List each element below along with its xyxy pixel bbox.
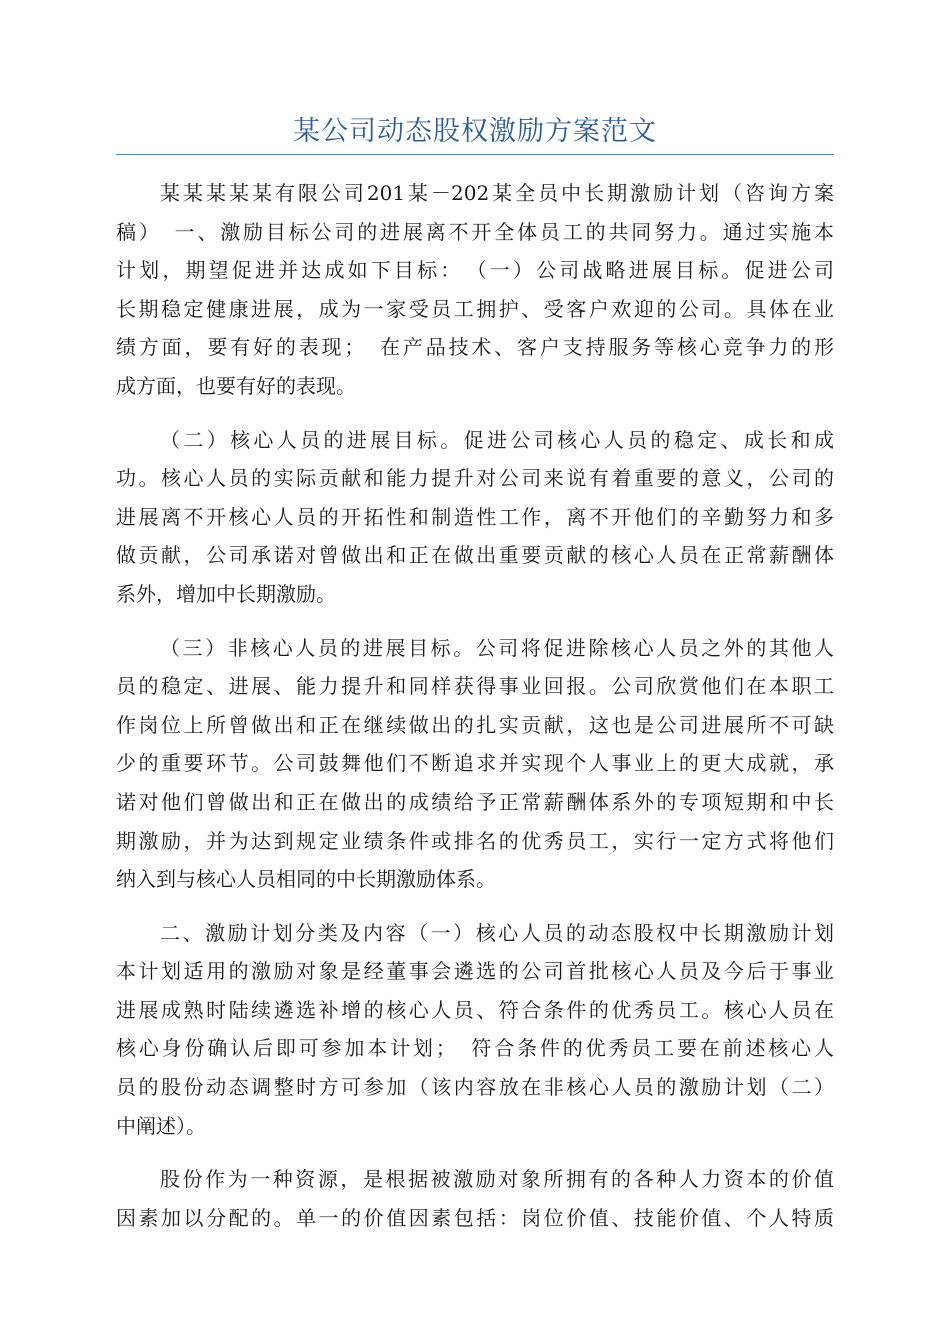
paragraph-2 [116, 421, 834, 614]
paragraph-3 [116, 629, 834, 899]
text-line: 进展成熟时陆续遴选补增的核心人员、符合条件的优秀员工。核心人员在 [116, 997, 834, 1022]
text-line: 计划，期望促进并达成如下目标： （一）公司战略进展目标。促进公司 [116, 258, 834, 283]
text-line: 员的稳定、进展、能力提升和同样获得事业回报。公司欣赏他们在本职工 [116, 674, 834, 699]
text-line: 二、激励计划分类及内容（一）核心人员的动态股权中长期激励计划 [160, 920, 834, 945]
text-line: 成方面，也要有好的表现。 [116, 373, 356, 398]
paragraph-4 [116, 914, 834, 1146]
text-line: 稿） 一、激励目标公司的进展离不开全体员工的共同努力。通过实施本 [116, 219, 834, 244]
text-line: 功。核心人员的实际贡献和能力提升对公司来说有着重要的意义，公司的 [116, 466, 834, 491]
text-line: 因素加以分配的。单一的价值因素包括：岗位价值、技能价值、个人特质 [116, 1205, 834, 1230]
text-line: （二）核心人员的进展目标。促进公司核心人员的稳定、成长和成 [160, 427, 834, 452]
document-title: 某公司动态股权激励方案范文 [293, 116, 657, 147]
text-line: （三）非核心人员的进展目标。公司将促进除核心人员之外的其他人 [160, 635, 834, 660]
text-line: 系外，增加中长期激励。 [116, 581, 336, 606]
text-line: 纳入到与核心人员相同的中长期激励体系。 [116, 867, 496, 892]
text-line: 股份作为一种资源，是根据被激励对象所拥有的各种人力资本的价值 [160, 1167, 834, 1192]
text-line: 作岗位上所曾做出和正在继续做出的扎实贡献，这也是公司进展所不可缺 [116, 712, 834, 737]
text-line: 中阐述）。 [116, 1113, 206, 1138]
text-line: 期激励，并为达到规定业绩条件或排名的优秀员工，实行一定方式将他们 [116, 828, 834, 853]
text-line: 某某某某某有限公司201某－202某全员中长期激励计划（咨询方案 [160, 181, 834, 205]
text-line: 本计划适用的激励对象是经董事会遴选的公司首批核心人员及今后于事业 [116, 959, 834, 984]
document-body [116, 174, 834, 1252]
paragraph-5 [116, 1160, 834, 1237]
text-line: 长期稳定健康进展，成为一家受员工拥护、受客户欢迎的公司。具体在业 [116, 296, 834, 321]
text-line: 进展离不开核心人员的开拓性和制造性工作，离不开他们的辛勤努力和多 [116, 504, 834, 529]
text-line: 做贡献，公司承诺对曾做出和正在做出重要贡献的核心人员在正常薪酬体 [116, 543, 834, 568]
text-line: 员的股份动态调整时方可参加（该内容放在非核心人员的激励计划（二） [116, 1075, 834, 1100]
text-line: 少的重要环节。公司鼓舞他们不断追求并实现个人事业上的更大成就，承 [116, 751, 834, 776]
text-line: 核心身份确认后即可参加本计划； 符合条件的优秀员工要在前述核心人 [116, 1036, 834, 1061]
title-underline [116, 154, 834, 155]
paragraph-1 [116, 174, 834, 406]
text-line: 绩方面，要有好的表现； 在产品技术、客户支持服务等核心竞争力的形 [116, 335, 834, 360]
text-line: 诺对他们曾做出和正在做出的成绩给予正常薪酬体系外的专项短期和中长 [116, 789, 834, 814]
